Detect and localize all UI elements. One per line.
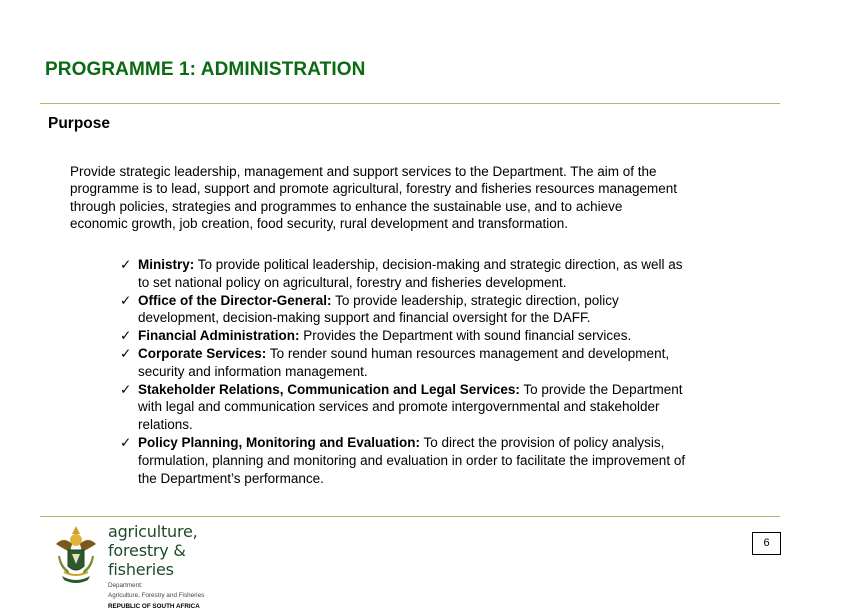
list-item-office-dg	[104, 292, 804, 328]
item-text: with legal and communication services and promote intergovernmental and stakeholder	[138, 399, 660, 415]
paragraph-line: economic growth, job creation, food security, rural development and transformation.	[70, 215, 569, 231]
department-name: Agriculture, Forestry and Fisheries	[108, 592, 205, 600]
item-text: To provide leadership, strategic direction, policy	[335, 292, 619, 308]
paragraph-line: Provide strategic leadership, management and support services to the Department. The aim of the	[70, 164, 657, 179]
purpose-paragraph	[70, 163, 810, 232]
item-label: Ministry:	[138, 257, 195, 272]
country-name: REPUBLIC OF SOUTH AFRICA	[108, 602, 200, 610]
department-label: Department:	[108, 582, 143, 589]
item-label: Corporate Services:	[138, 345, 267, 361]
item-text: security and information management.	[138, 363, 368, 379]
item-text: To render sound human resources management and development,	[269, 345, 670, 361]
coat-of-arms-icon	[50, 522, 102, 586]
item-text: development, decision-making support and financial oversight for the DAFF.	[138, 310, 591, 326]
check-icon: ✓	[120, 328, 132, 344]
list-item-corporate-services	[104, 345, 804, 381]
department-logo	[50, 522, 250, 610]
item-label: Policy Planning, Monitoring and Evaluation:	[138, 434, 421, 450]
sub-programme-list	[104, 256, 804, 487]
brand-line-1: agriculture,	[108, 522, 198, 541]
check-icon: ✓	[120, 257, 132, 272]
item-text: the Department’s performance.	[138, 470, 324, 486]
item-text: formulation, planning and monitoring and evaluation in order to facilitate the improvement of	[138, 452, 686, 468]
item-label: Stakeholder Relations, Communication and Legal Services:	[138, 381, 520, 397]
paragraph-line: through policies, strategies and programmes to enhance the sustainable use, and to achieve	[70, 198, 623, 214]
slide-title: PROGRAMME 1: ADMINISTRATION	[45, 59, 366, 80]
list-item-stakeholder-relations	[104, 381, 804, 434]
brand-line-2: forestry & fisheries	[108, 541, 186, 579]
title-divider	[40, 103, 780, 104]
check-icon: ✓	[120, 381, 132, 397]
page-number: 6	[752, 532, 781, 555]
item-text: to set national policy on agricultural, forestry and fisheries development.	[138, 274, 567, 290]
item-label: Office of the Director-General:	[138, 292, 332, 308]
item-text: To direct the provision of policy analysis,	[423, 434, 665, 450]
item-text: Provides the Department with sound financial services.	[303, 328, 632, 344]
check-icon: ✓	[120, 292, 132, 308]
item-label: Financial Administration:	[138, 328, 300, 344]
check-icon: ✓	[120, 345, 132, 361]
list-item-ministry	[104, 256, 804, 292]
check-icon: ✓	[120, 434, 132, 450]
item-text: To provide the Department	[523, 381, 683, 397]
item-text: To provide political leadership, decision-making and strategic direction, as well as	[197, 257, 683, 272]
footer-divider	[40, 516, 780, 517]
item-text: relations.	[138, 417, 193, 433]
paragraph-line: programme is to lead, support and promote agricultural, forestry and fisheries resources management	[70, 181, 678, 197]
list-item-financial-admin	[104, 327, 804, 345]
section-heading: Purpose	[48, 115, 111, 132]
list-item-policy-planning	[104, 434, 804, 487]
